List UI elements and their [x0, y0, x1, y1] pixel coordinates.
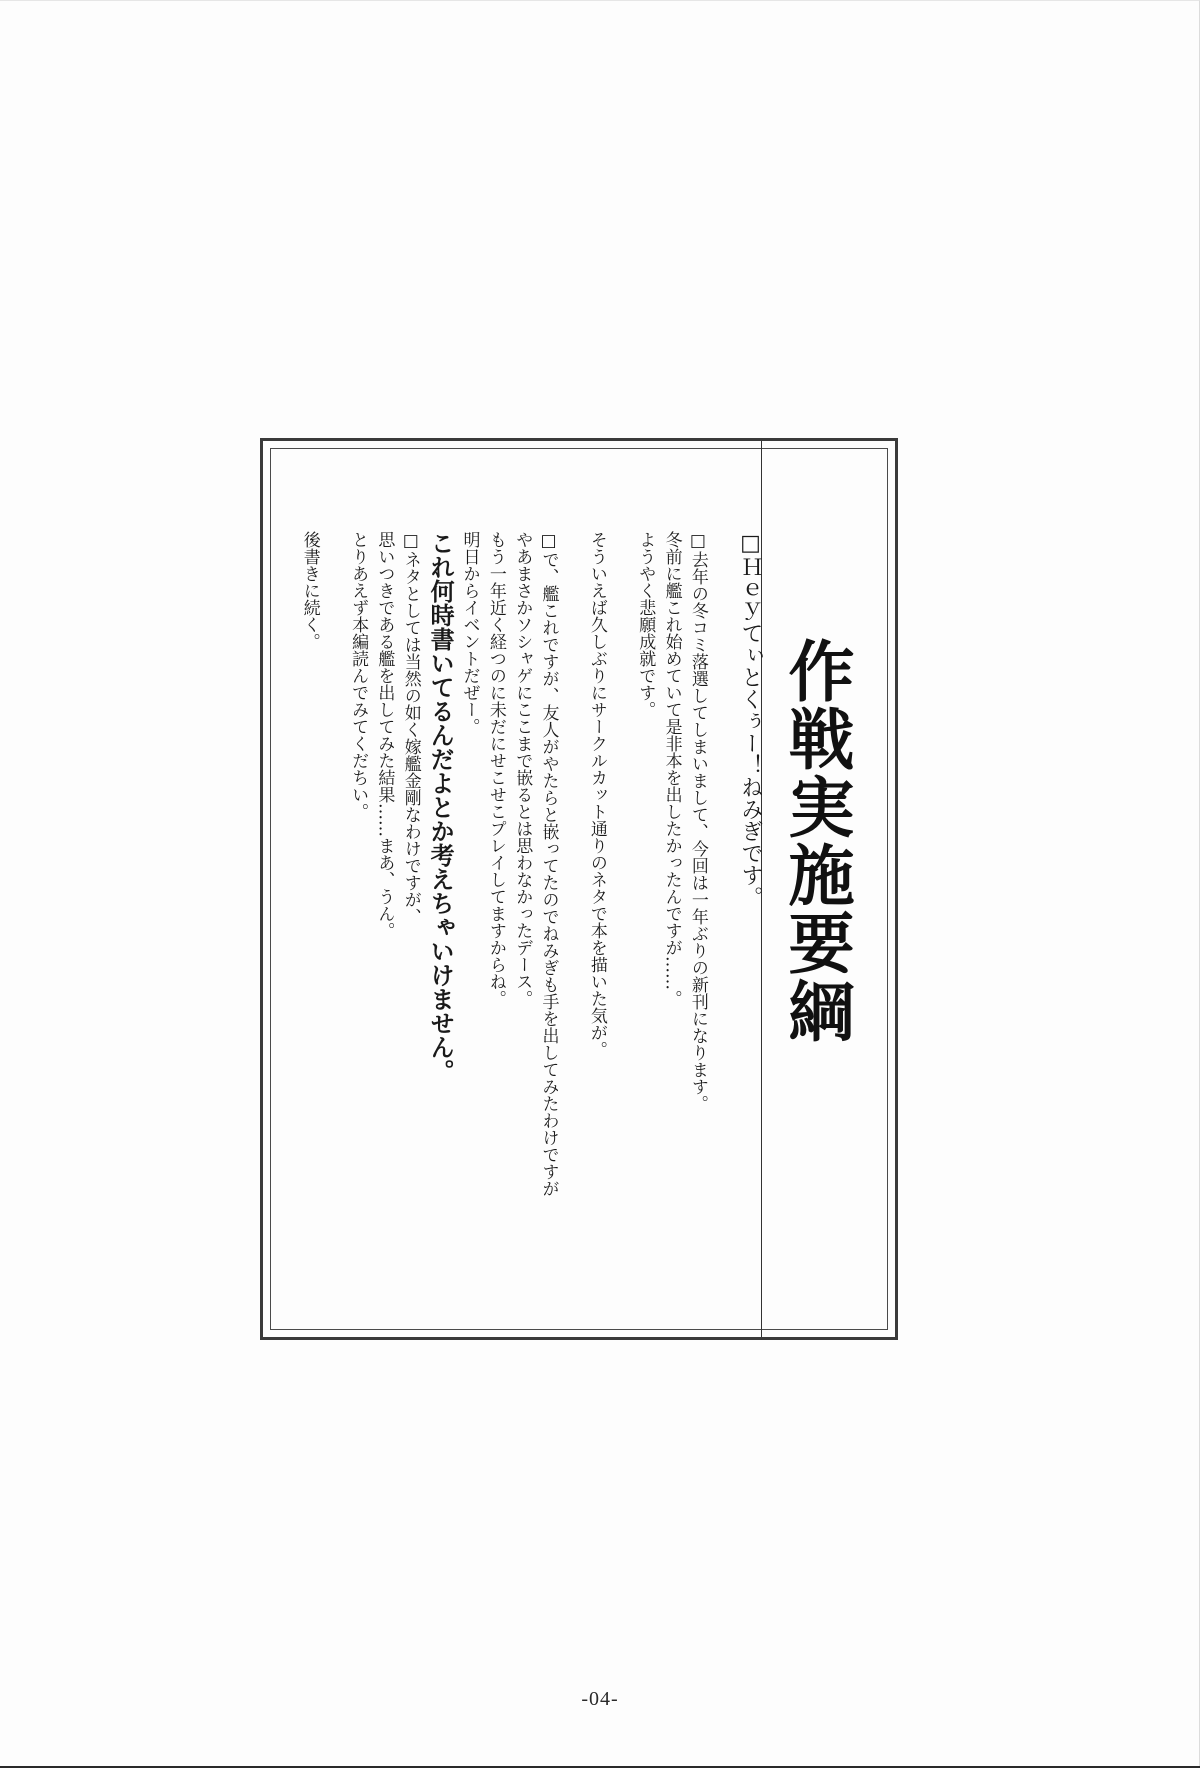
body-line: とりあえず本編読んでみてくだちい。 [348, 531, 369, 820]
body-line: ようやく悲願成就です。 [635, 531, 656, 718]
body-line: 冬前に艦これ始めていて是非本を出したかったんですが……。 [661, 531, 682, 1007]
body-line: 明日からイベントだぜー。 [459, 531, 480, 735]
body-line: □ネタとしては当然の如く嫁艦金剛なわけですが、 [400, 531, 421, 925]
emphasis-line: これ何時書いてるんだよとか考えちゃいけません。 [426, 531, 456, 1083]
body-line: もう一年近く経つのに未だにせこせこプレイしてますからね。 [485, 531, 506, 1007]
body-line: □で、艦これですが、友人がやたらと嵌ってたのでねみぎも手を出してみたわけですが [538, 531, 559, 1197]
body-line: 後書きに続く。 [299, 531, 320, 650]
body-line: 思いつきである艦を出してみた結果……まあ、うん。 [374, 531, 395, 939]
page-title: 作戦実施要綱 [777, 637, 855, 1045]
body-line: そういえば久しぶりにサークルカット通りのネタで本を描いた気が。 [586, 531, 607, 1058]
body-line: □去年の冬コミ落選してしまいまして、今回は一年ぶりの新刊になります。 [687, 531, 708, 1112]
content-box [260, 438, 898, 1340]
page-number: -04- [581, 1688, 619, 1710]
body-line: やあまさかソシャゲにここまで嵌るとは思わなかったデース。 [512, 531, 533, 1007]
body-text [296, 531, 767, 1251]
greeting-line: □Ｈｅｙてぃとくぅー！ねみぎです。 [738, 531, 763, 908]
